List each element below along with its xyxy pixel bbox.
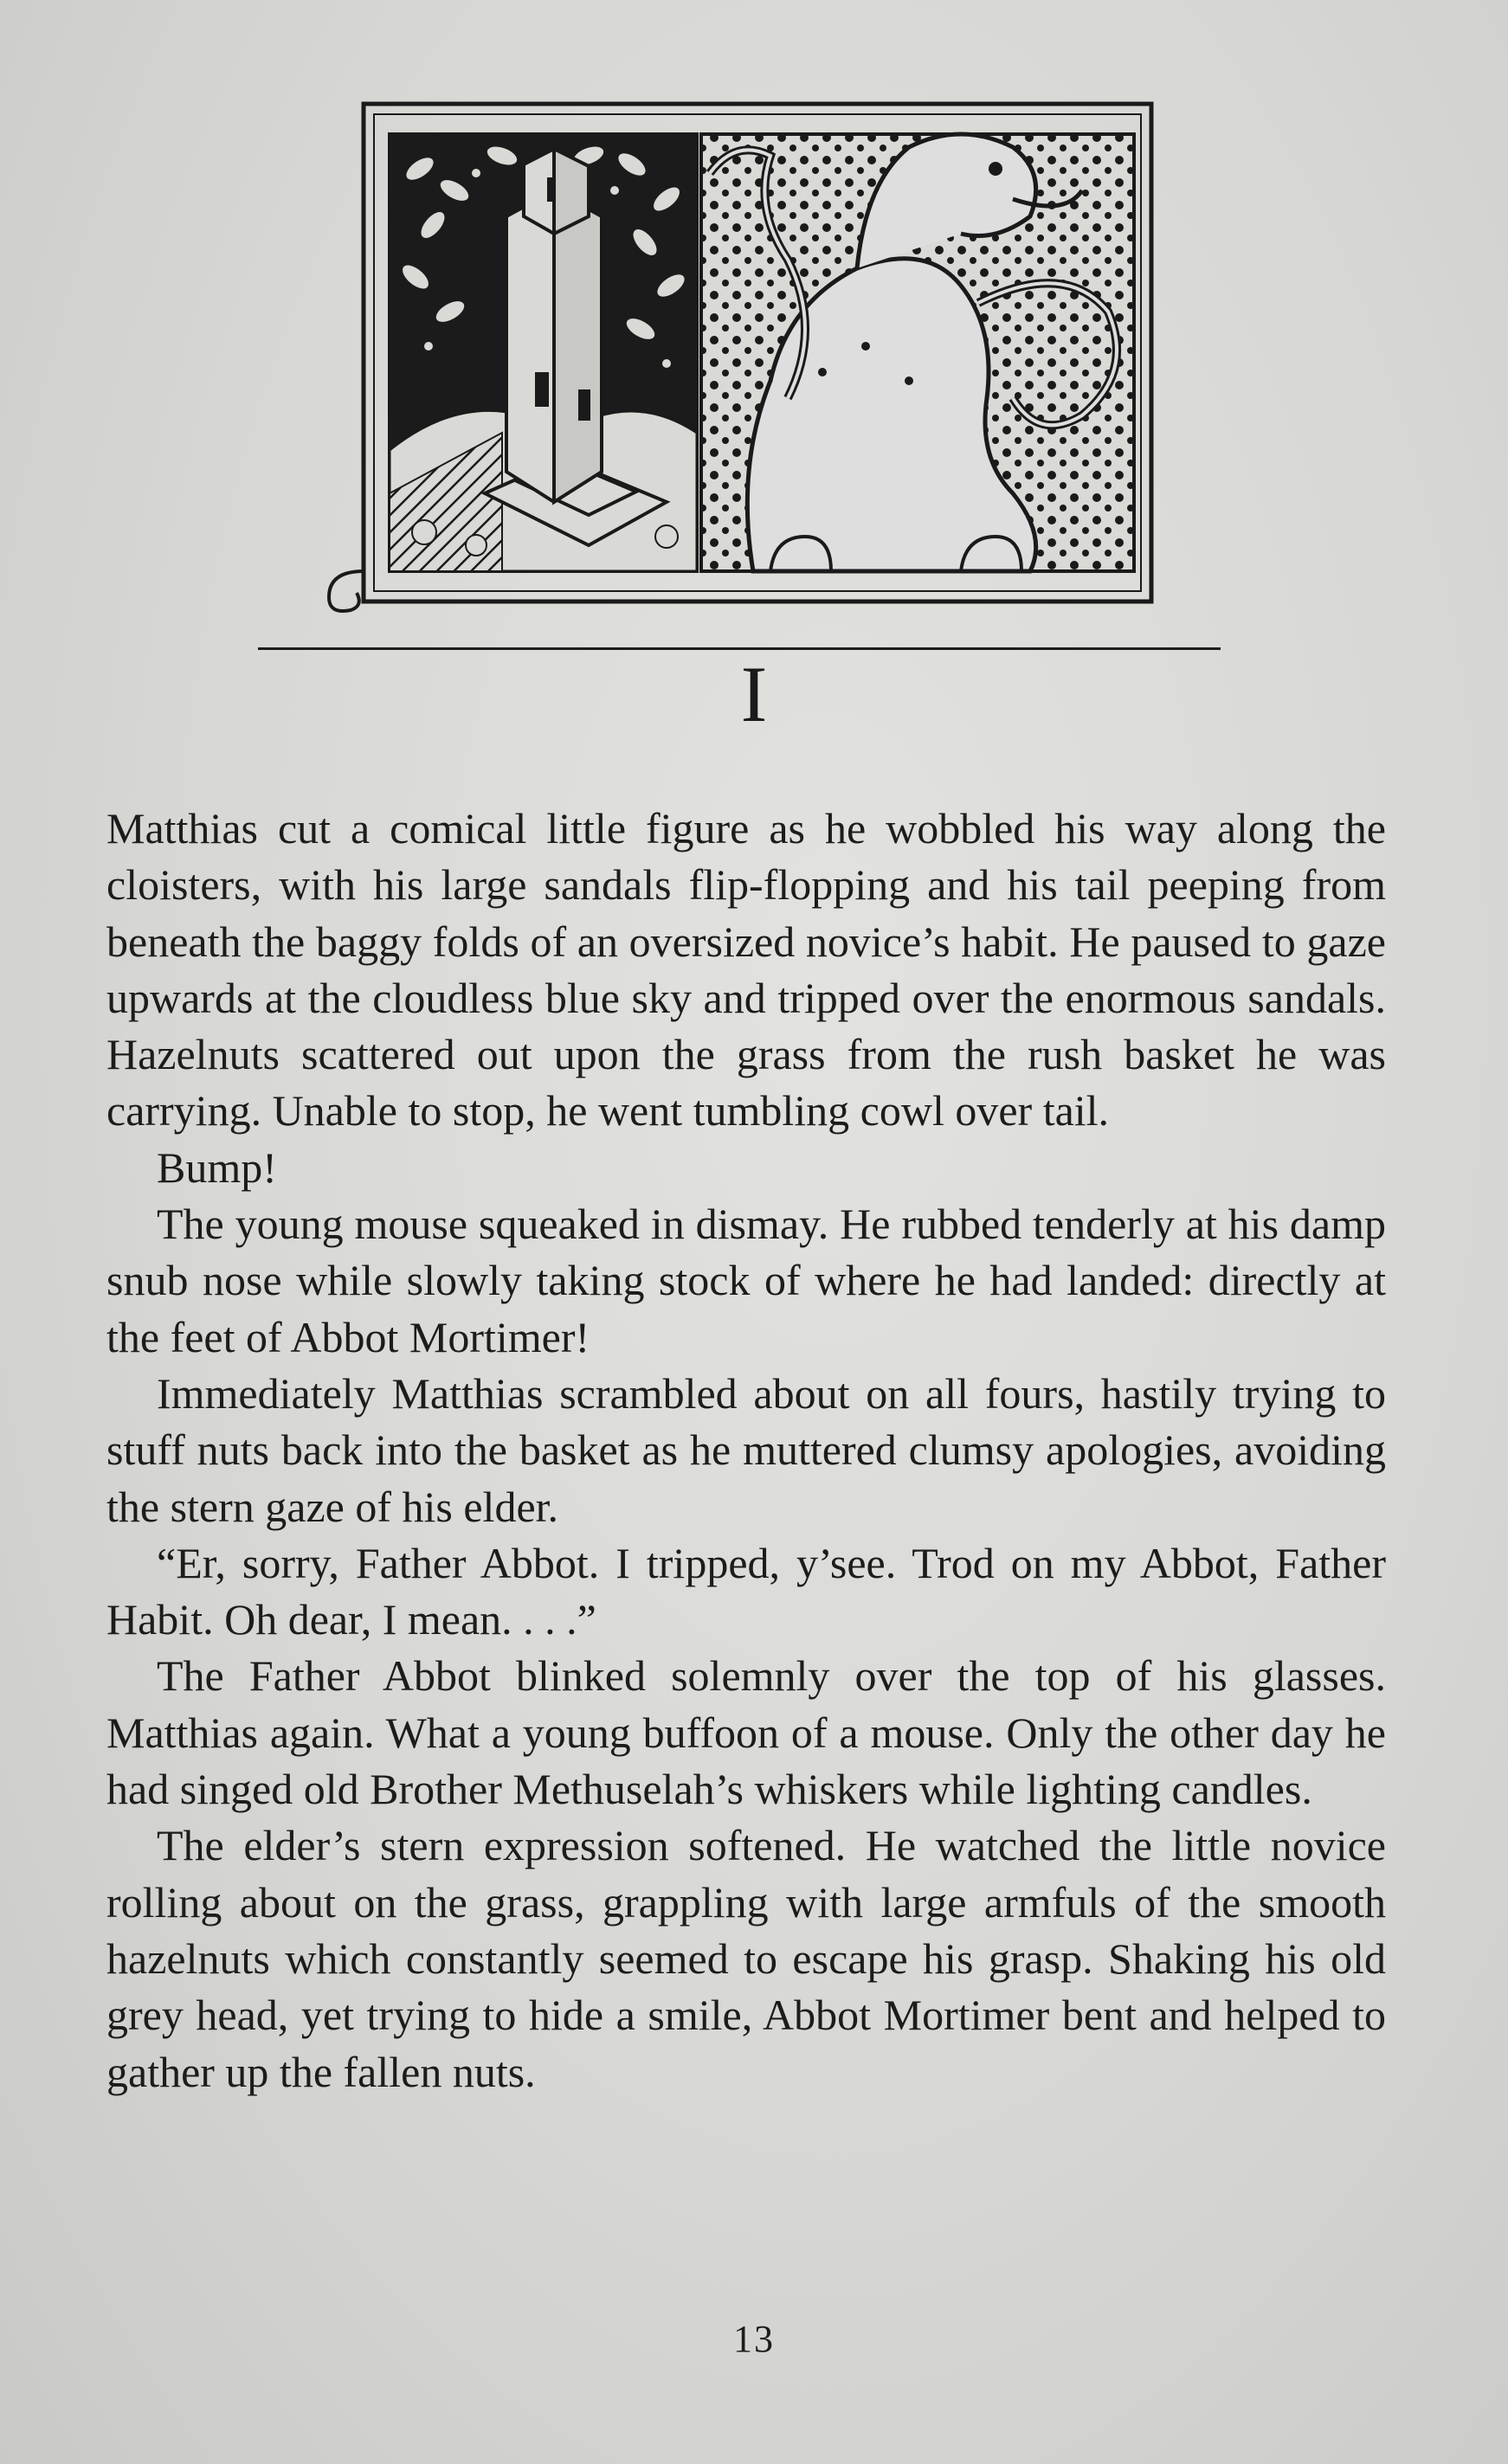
tower-and-beast-illuminated-letter-icon [303,87,1169,614]
paragraph: Bump! [157,1142,277,1192]
paragraph: The elder’s stern expression softened. He watched the little novice rolling about on the grass, grappling with large armfuls of the smooth hazelnuts which constantly seemed to escape his grasp. Shaking his old grey head, yet trying to hide a smile, Abbot Mortimer bent and helped to gather up the fallen nuts. [106,1821,1386,2096]
paragraph: “Er, sorry, Father Abbot. I tripped, y’see. Trod on my Abbot, Father Habit. Oh dear, I mean. . . .” [106,1538,1386,1644]
page-number: 13 [733,2318,775,2360]
paragraph: Immediately Matthias scrambled about on all fours, hastily trying to stuff nuts back into the basket as he muttered clumsy apologies, avoiding the stern gaze of his elder. [106,1368,1386,1531]
paragraph: The young mouse squeaked in dismay. He rubbed tenderly at his damp snub nose while slowly taking stock of where he had landed: directly at the feet of Abbot Mortimer! [106,1200,1386,1361]
chapter-number: I [740,650,768,738]
chapter-body [106,801,1386,2101]
chapter-rule [258,647,1221,650]
paragraph: The Father Abbot blinked solemnly over the top of his glasses. Matthias again. What a young buffoon of a mouse. Only the other day he had singed old Brother Methuselah’s whiskers while lighting candles. [106,1651,1386,1814]
paragraph: Matthias cut a comical little figure as he wobbled his way along the cloisters, with his large sandals flip-flopping and his tail peeping from beneath the baggy folds of an oversized novice’s habit. He paused to gaze upwards at the cloudless blue sky and tripped over the enormous sandals. Hazelnuts scattered out upon the grass from the rush basket he was carrying. Unable to stop, he went tumbling cowl over tail. [106,804,1386,1135]
